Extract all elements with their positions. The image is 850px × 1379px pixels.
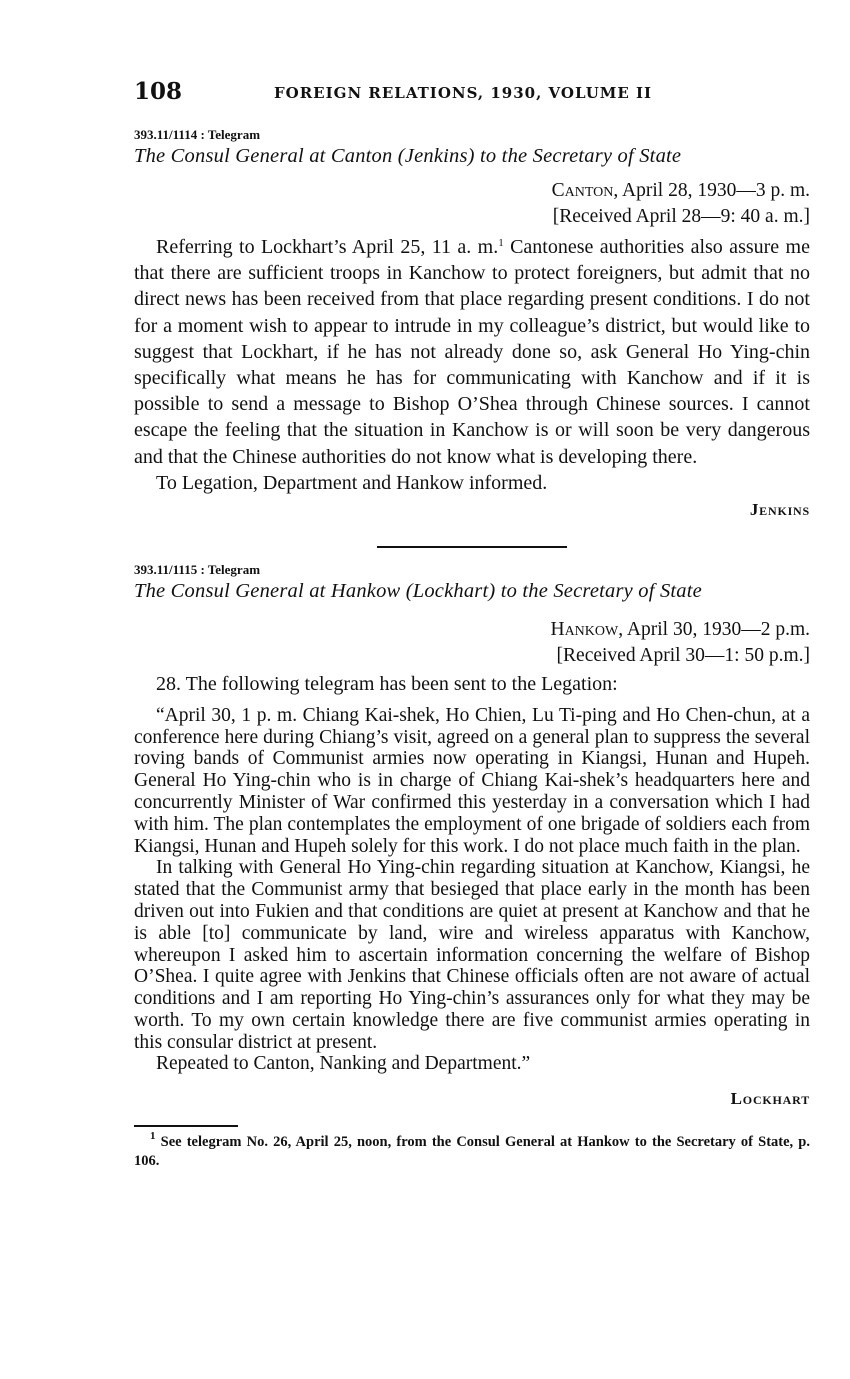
signature: Lockhart [730,1089,810,1109]
received-line: [Received April 30—1: 50 p.m.] [556,644,810,666]
footnote-text: See telegram No. 26, April 25, noon, from the Consul General at Hankow to the Secretary of State, p. 106. [134,1133,810,1169]
page-header [134,78,810,114]
section-divider [377,546,567,548]
footnote-marker: 1 [150,1129,156,1142]
body-text: Referring to Lockhart’s April 25, 11 a. m. [156,236,499,258]
dateline [134,617,810,669]
dateline-date: , April 30, 1930—2 p.m. [618,618,810,640]
page-number: 108 [134,78,183,105]
body-paragraph [134,234,810,470]
telegram-title: The Consul General at Canton (Jenkins) to the Secretary of State [134,145,682,167]
dateline-date: , April 28, 1930—3 p. m. [613,180,810,201]
dateline-place: Canton [551,180,614,201]
dateline [134,178,810,230]
quoted-paragraph: In talking with General Ho Ying-chin regarding situation at Kanchow, Kiangsi, he stated that the Communist army that besieged that place early in the month has been driven out into Fukien and that conditions are quiet at present at Kanchow and that he is able [to] communicate by land, wire and wireless apparatus with Kanchow, whereupon I asked him to ascertain information concerning the welfare of Bishop O’Shea. I quite agree with Jenkins that Chinese officials often are not aware of actual conditions and I am reporting Ho Ying-chin’s assurances only for what they may be worth. To my own certain knowledge there are five communist armies operating in this consular district at present. [134,857,810,1053]
quoted-paragraph: “April 30, 1 p. m. Chiang Kai-shek, Ho Chien, Lu Ti-ping and Ho Chen-chun, at a conference here during Chiang’s visit, agreed on a general plan to suppress the several roving bands of Communist armies now operating in Kiangsi, Hunan and Hupeh. General Ho Ying-chin who is in charge of Chiang Kai-shek’s headquarters here and concurrently Minister of War confirmed this yesterday in a conversation which I had with him. The plan contemplates the employment of one brigade of soldiers each from Kiangsi, Hunan and Hupeh solely for this work. I do not place much faith in the plan. [134,704,810,857]
footnote-divider [134,1125,238,1127]
body-paragraph: To Legation, Department and Hankow informed. [156,471,548,494]
telegram-2 [134,562,810,1110]
body-text: Cantonese authorities also assure me that there are sufficient troops in Kanchow to protect foreigners, but admit that no direct news has been received from that place regarding present conditions. I do not for a moment wish to appear to intrude in my colleague’s district, but would like to suggest that Lockhart, if he has not already done so, ask General Ho Ying-chin specifically what means he has for communicating with Kanchow and if it is possible to send a message to Bishop O’Shea through Chinese sources. I cannot escape the feeling that the situation in Kanchow is or will soon be very dangerous and that the Chinese authorities do not know what is developing there. [134,236,810,468]
footnote [134,1129,810,1171]
signature: Jenkins [749,500,810,520]
file-number: 393.11/1115 : Telegram [134,561,261,577]
quoted-paragraph: Repeated to Canton, Nanking and Department.” [156,1053,531,1075]
dateline-place: Hankow [550,618,619,640]
telegram-1 [134,127,810,520]
body-paragraph: 28. The following telegram has been sent to the Legation: [156,672,618,695]
footnote-marker: 1 [498,237,504,249]
running-title: FOREIGN RELATIONS, 1930, VOLUME II [274,84,653,102]
document-page [134,78,810,1171]
received-line: [Received April 28—9: 40 a. m.] [552,206,810,227]
telegram-title: The Consul General at Hankow (Lockhart) to the Secretary of State [134,579,702,602]
file-number: 393.11/1114 : Telegram [134,127,261,142]
